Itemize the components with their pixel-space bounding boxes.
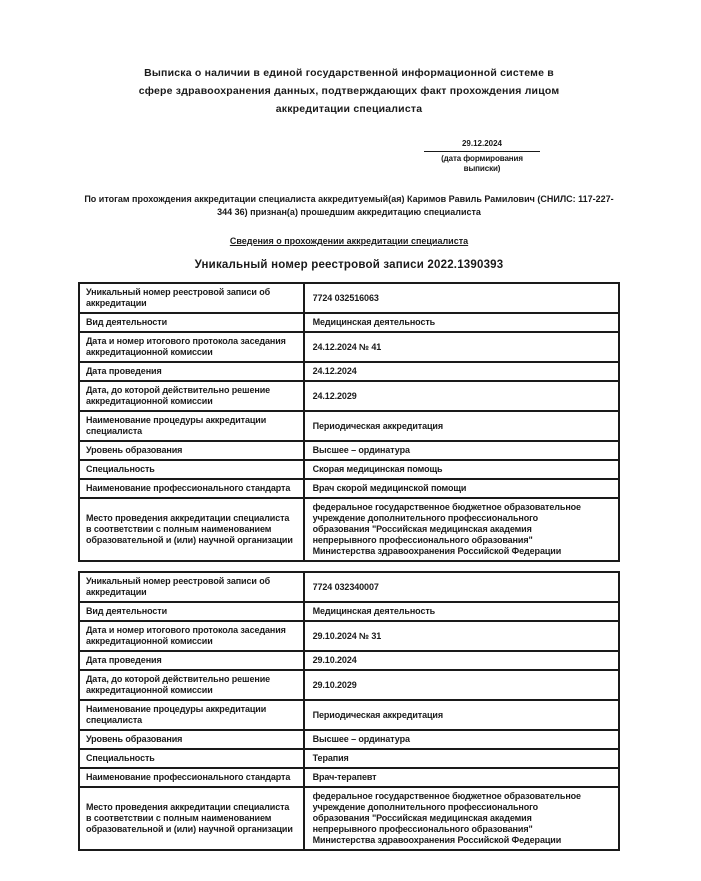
table-row: [79, 572, 619, 602]
table-row: [79, 498, 619, 561]
table-row: [79, 283, 619, 313]
row-label: Уникальный номер реестровой записи об аккредитации: [79, 283, 304, 313]
row-label: Дата и номер итогового протокола заседания аккредитационной комиссии: [79, 332, 304, 362]
extract-date-caption: (дата формирования выписки): [441, 154, 523, 173]
row-value: 7724 032340007: [304, 572, 619, 602]
table-row: [79, 411, 619, 441]
row-value: Периодическая аккредитация: [304, 411, 619, 441]
row-label: Наименование профессионального стандарта: [79, 479, 304, 498]
table-row: [79, 621, 619, 651]
row-value: федеральное государственное бюджетное образовательное учреждение дополнительного профессионального образования "Российская медицинская академия непрерывного профессионального образования" Министерства здравоохранения Российской Федерации: [304, 787, 619, 850]
table-row: [79, 381, 619, 411]
row-value: федеральное государственное бюджетное образовательное учреждение дополнительного профессионального образования "Российская медицинская академия непрерывного профессионального образования" Министерства здравоохранения Российской Федерации: [304, 498, 619, 561]
row-label: Дата проведения: [79, 362, 304, 381]
row-label: Дата и номер итогового протокола заседания аккредитационной комиссии: [79, 621, 304, 651]
row-value: Врач скорой медицинской помощи: [304, 479, 619, 498]
row-value: Высшее – ординатура: [304, 730, 619, 749]
table-row: [79, 670, 619, 700]
row-value: Терапия: [304, 749, 619, 768]
row-label: Наименование профессионального стандарта: [79, 768, 304, 787]
extract-date-value: 29.12.2024: [424, 138, 540, 152]
table-row: [79, 730, 619, 749]
row-value: 24.12.2024: [304, 362, 619, 381]
section-heading: Сведения о прохождении аккредитации специалиста: [229, 236, 469, 246]
row-value: Скорая медицинская помощь: [304, 460, 619, 479]
row-value: Врач-терапевт: [304, 768, 619, 787]
row-label: Дата, до которой действительно решение аккредитационной комиссии: [79, 381, 304, 411]
table-row: [79, 651, 619, 670]
registry-number-heading: Уникальный номер реестровой записи 2022.1390393: [194, 259, 504, 271]
table-row: [79, 479, 619, 498]
row-label: Специальность: [79, 460, 304, 479]
row-value: 24.12.2024 № 41: [304, 332, 619, 362]
table-row: [79, 787, 619, 850]
row-label: Уровень образования: [79, 730, 304, 749]
row-value: 29.10.2024 № 31: [304, 621, 619, 651]
row-value: 29.10.2024: [304, 651, 619, 670]
row-label: Вид деятельности: [79, 313, 304, 332]
table-row: [79, 602, 619, 621]
row-label: Наименование процедуры аккредитации специалиста: [79, 411, 304, 441]
row-label: Наименование процедуры аккредитации специалиста: [79, 700, 304, 730]
accreditation-table-1: [78, 282, 620, 562]
table-row: [79, 441, 619, 460]
row-value: 29.10.2029: [304, 670, 619, 700]
row-label: Место проведения аккредитации специалиста в соответствии с полным наименованием образовательной и (или) научной организации: [79, 787, 304, 850]
row-value: 24.12.2029: [304, 381, 619, 411]
table-row: [79, 332, 619, 362]
table-row: [79, 313, 619, 332]
row-label: Место проведения аккредитации специалиста в соответствии с полным наименованием образовательной и (или) научной организации: [79, 498, 304, 561]
row-label: Дата, до которой действительно решение аккредитационной комиссии: [79, 670, 304, 700]
row-label: Уровень образования: [79, 441, 304, 460]
row-value: Высшее – ординатура: [304, 441, 619, 460]
row-value: Периодическая аккредитация: [304, 700, 619, 730]
table-row: [79, 700, 619, 730]
row-label: Дата проведения: [79, 651, 304, 670]
row-label: Вид деятельности: [79, 602, 304, 621]
extract-date-block: [424, 138, 540, 174]
row-value: Медицинская деятельность: [304, 602, 619, 621]
row-value: 7724 032516063: [304, 283, 619, 313]
table-row: [79, 749, 619, 768]
table-row: [79, 768, 619, 787]
table-row: [79, 362, 619, 381]
row-label: Уникальный номер реестровой записи об аккредитации: [79, 572, 304, 602]
accreditation-table-2: [78, 571, 620, 851]
accreditation-result-paragraph: По итогам прохождения аккредитации специалиста аккредитуемый(ая) Каримов Равиль Рамилович (СНИЛС: 117-227-344 36) признан(а) прошедшим аккредитацию специалиста: [84, 194, 614, 217]
row-value: Медицинская деятельность: [304, 313, 619, 332]
table-row: [79, 460, 619, 479]
document-title: Выписка о наличии в единой государственной информационной системе в сфере здравоохранения данных, подтверждающих факт прохождения лицом аккредитации специалиста: [138, 67, 560, 115]
row-label: Специальность: [79, 749, 304, 768]
